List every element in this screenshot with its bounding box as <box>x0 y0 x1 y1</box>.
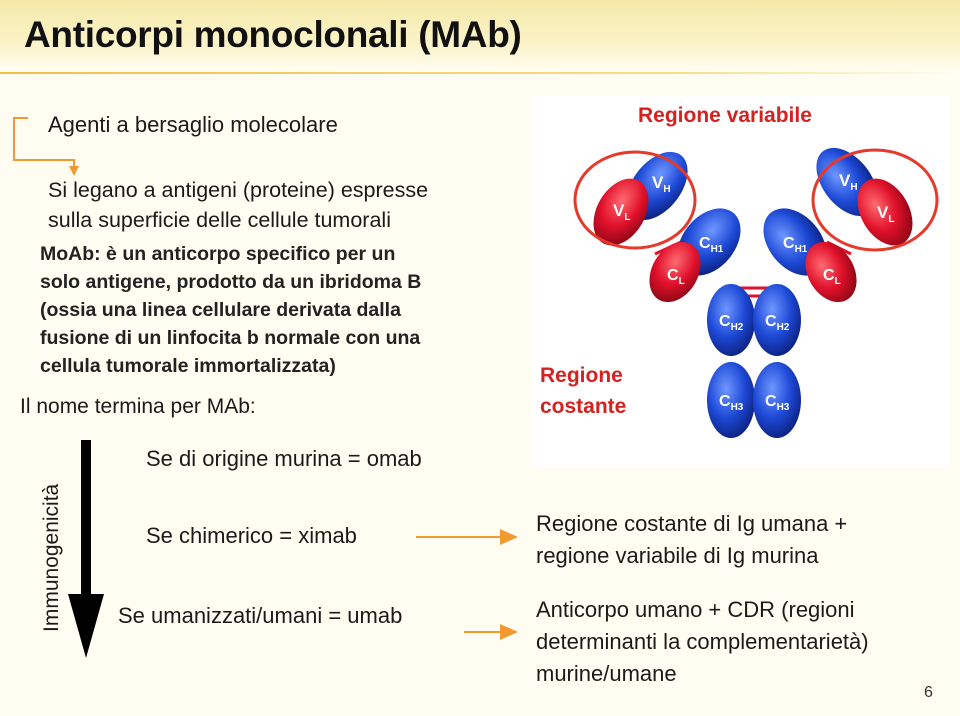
immunogenicity-axis-label: Immunogenicità <box>40 483 63 632</box>
label-ch3-left: $C_{H3}$ <box>719 393 744 413</box>
slide-title: Anticorpi monoclonali (MAb) <box>24 14 522 55</box>
chimeric-description-line-1: Regione costante di Ig umana + <box>536 511 848 536</box>
humanized-description-line-1: Anticorpo umano + CDR (regioni <box>536 597 855 622</box>
humanized-description-line-2: determinanti la complementarietà) <box>536 629 869 654</box>
label-cl-left: $C_L$ <box>667 267 685 287</box>
label-cl-right: $C_L$ <box>823 267 841 287</box>
chimeric-description <box>536 508 847 572</box>
moab-line-4: fusione di un linfocita b normale con una <box>40 327 421 349</box>
bullet-molecular-target: Agenti a bersaglio molecolare <box>48 112 338 137</box>
naming-rule-chimeric: Se chimerico = ximab <box>146 523 357 548</box>
label-vl-left: $V_L$ <box>613 201 631 223</box>
immunogenicity-arrow-head <box>68 594 104 658</box>
humanized-description-line-3: murine/umane <box>536 661 677 686</box>
label-ch1-left: $C_{H1}$ <box>699 235 724 255</box>
domain-ch3-right <box>753 362 801 438</box>
domain-ch2-right <box>753 284 801 356</box>
label-ch2-right: $C_{H2}$ <box>765 313 790 333</box>
label-ch2-left: $C_{H2}$ <box>719 313 744 333</box>
label-vh-right: $V_H$ <box>839 171 858 193</box>
humanized-description <box>536 594 869 690</box>
label-vh-left: $V_H$ <box>652 173 671 195</box>
moab-line-5: cellula tumorale immortalizzata) <box>40 355 336 377</box>
label-ch3-right: $C_{H3}$ <box>765 393 790 413</box>
domain-ch3-left <box>707 362 755 438</box>
naming-rule-murine: Se di origine murina = omab <box>146 446 422 471</box>
constant-region-label <box>540 360 626 422</box>
binding-line-1: Si legano a antigeni (proteine) espresse <box>48 178 429 202</box>
constant-region-label-line-1: Regione <box>540 364 623 387</box>
moab-line-2: solo antigene, prodotto da un ibridoma B <box>40 271 422 293</box>
chimeric-description-line-2: regione variabile di Ig murina <box>536 543 819 568</box>
binding-description <box>48 175 428 235</box>
constant-region-label-line-2: costante <box>540 395 627 418</box>
naming-rule-humanized: Se umanizzati/umani = umab <box>118 603 403 628</box>
label-vl-right: $V_L$ <box>877 203 895 225</box>
page-number: 6 <box>924 684 933 701</box>
variable-region-label: Regione variabile <box>638 104 812 127</box>
naming-intro: Il nome termina per MAb: <box>20 395 256 418</box>
domain-ch2-left <box>707 284 755 356</box>
label-ch1-right: $C_{H1}$ <box>783 235 808 255</box>
binding-line-2: sulla superficie delle cellule tumorali <box>48 208 391 232</box>
moab-definition <box>40 240 421 380</box>
moab-line-3: (ossia una linea cellulare derivata dalla <box>40 299 401 321</box>
moab-line-1: MoAb: è un anticorpo specifico per un <box>40 243 396 265</box>
